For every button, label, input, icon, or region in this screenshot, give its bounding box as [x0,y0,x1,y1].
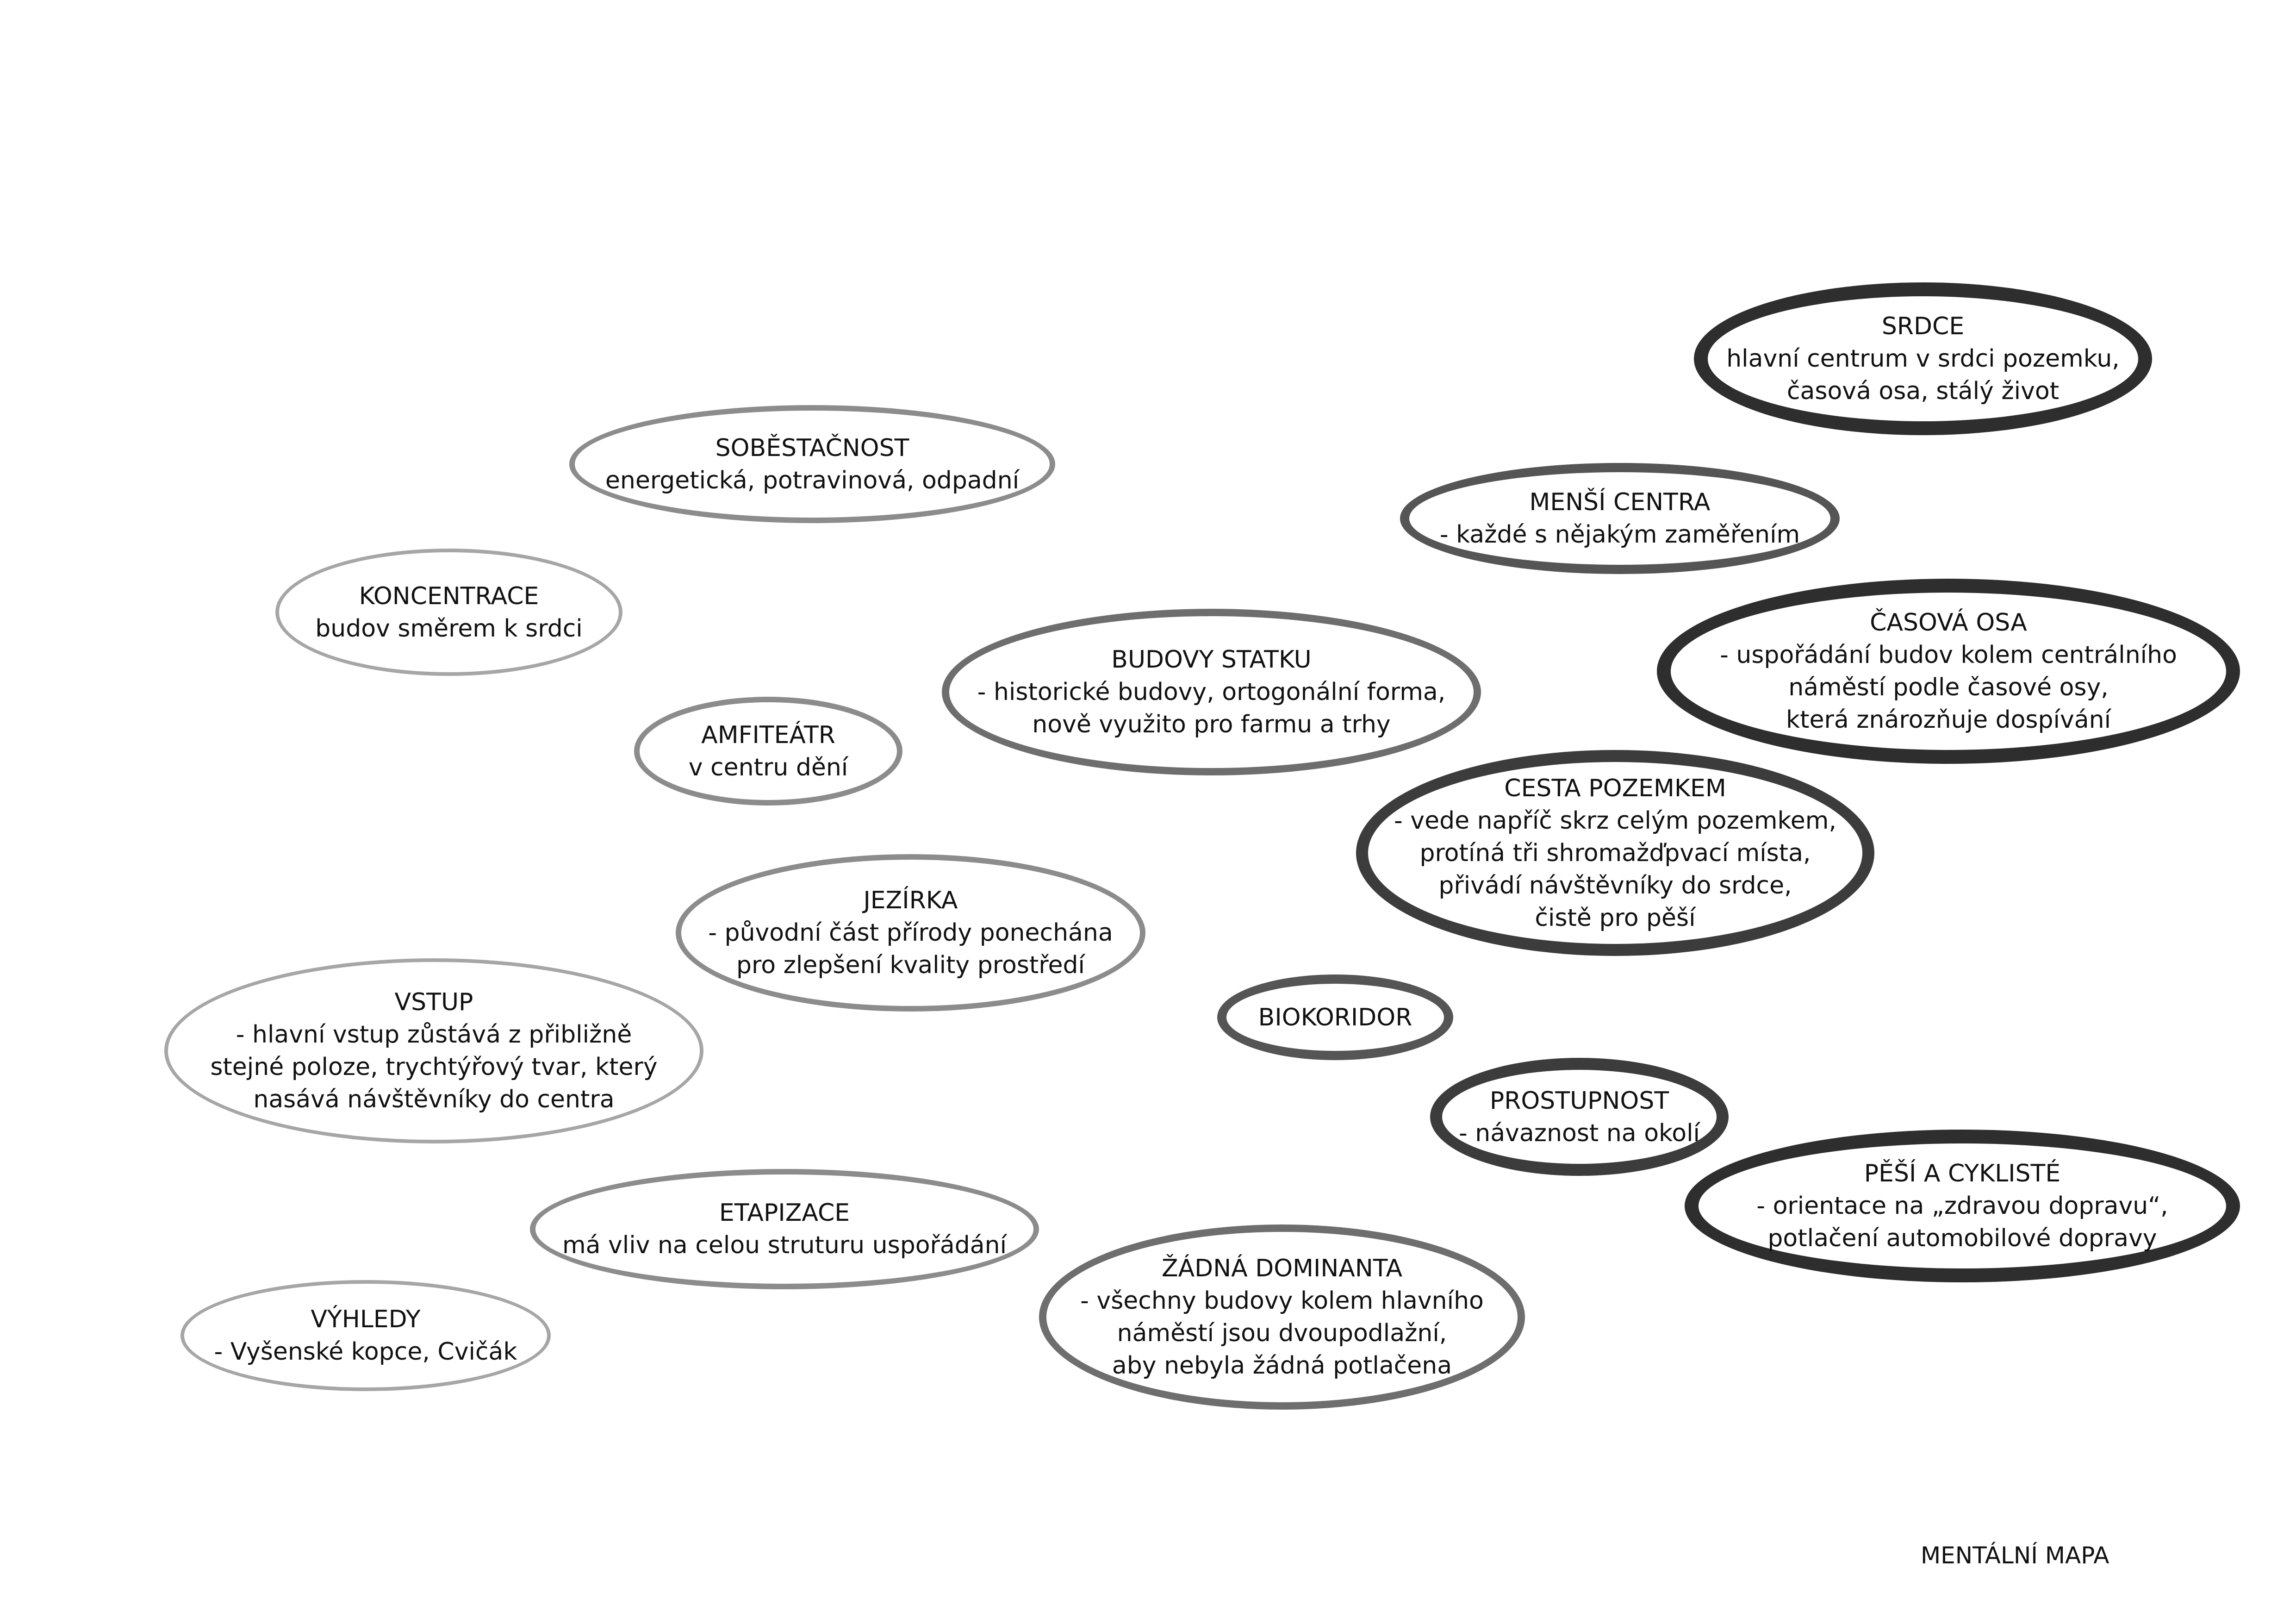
node-line: která znározňuje dospívání [1786,706,2111,734]
node-line: - historické budovy, ortogonální forma, [977,678,1446,706]
node-line: v centru dění [688,753,848,781]
node-vstup [164,958,703,1143]
node-line: budov směrem k srdci [315,614,583,643]
node-line: - všechny budovy kolem hlavního [1080,1287,1484,1315]
node-line: náměstí podle časové osy, [1788,674,2109,701]
node-title: SRDCE [1881,312,1965,340]
node-pesi-cykliste [1685,1130,2240,1282]
node-line: čistě pro pěší [1535,904,1696,932]
node-title: ETAPIZACE [719,1199,850,1227]
node-line: - původní část přírody ponechána [708,919,1113,947]
node-jezirka [676,854,1145,1012]
node-line: přivádí návštěvníky do srdce, [1438,871,1792,899]
node-line: aby nebyla žádná potlačena [1112,1352,1452,1380]
node-line: - uspořádání budov kolem centrálního [1720,641,2177,669]
node-etapizace [530,1169,1039,1289]
node-koncentrace [275,549,622,676]
node-title: CESTA POZEMKEM [1504,774,1726,802]
node-line: - Vyšenské kopce, Cvičák [214,1338,517,1366]
node-title: ČASOVÁ OSA [1870,609,2027,637]
node-title: BUDOVY STATKU [1111,646,1312,674]
node-title: AMFITEÁTR [701,721,835,749]
node-title: JEZÍRKA [863,887,958,914]
node-sobestacnost [569,405,1055,523]
node-line: potlačení automobilové dopravy [1767,1224,2157,1252]
node-line: má vliv na celou struturu uspořádání [562,1231,1007,1259]
node-title: ŽÁDNÁ DOMINANTA [1161,1255,1403,1282]
node-line: časová osa, stálý život [1786,377,2060,405]
node-line: - hlavní vstup zůstává z přibližně [236,1021,632,1049]
node-line: nasává návštěvníky do centra [253,1086,615,1113]
node-biokoridor [1217,974,1453,1060]
node-line: hlavní centrum v srdci pozemku, [1726,345,2120,373]
node-cesta-pozemkem [1356,750,1874,956]
node-title: VSTUP [394,988,473,1016]
node-casova-osa [1657,579,2240,764]
node-budovy-statku [942,609,1481,775]
node-title: BIOKORIDOR [1258,1003,1412,1031]
node-line: náměstí jsou dvoupodlažní, [1117,1319,1447,1347]
node-vyhledy [180,1280,551,1391]
node-title: MENŠÍ CENTRA [1529,488,1711,516]
node-line: - orientace na „zdravou dopravu“, [1756,1192,2168,1220]
node-title: PĚŠÍ A CYKLISTÉ [1864,1160,2061,1187]
node-srdce [1694,282,2152,435]
node-title: PROSTUPNOST [1489,1087,1669,1115]
node-title: SOBĚSTAČNOST [715,434,909,462]
node-line: nově využito pro farmu a trhy [1032,711,1391,738]
node-line: stejné poloze, trychtýřový tvar, který [210,1053,658,1081]
node-line: - návaznost na okolí [1459,1119,1700,1147]
node-line: energetická, potravinová, odpadní [605,466,1020,494]
node-line: - každé s nějakým zaměřením [1439,521,1800,549]
node-line: protíná tři shromažďpvací místa, [1419,839,1811,867]
node-amfiteatr [634,697,902,806]
node-title: KONCENTRACE [359,582,539,610]
node-zadna-dominanta [1039,1224,1525,1410]
node-title: VÝHLEDY [311,1305,421,1333]
node-prostupnost [1430,1058,1729,1176]
node-mensi-centra [1400,463,1840,574]
map-caption: MENTÁLNÍ MAPA [1921,1542,2109,1569]
node-line: pro zlepšení kvality prostředí [736,951,1085,979]
node-line: - vede napříč skrz celým pozemkem, [1394,806,1836,835]
